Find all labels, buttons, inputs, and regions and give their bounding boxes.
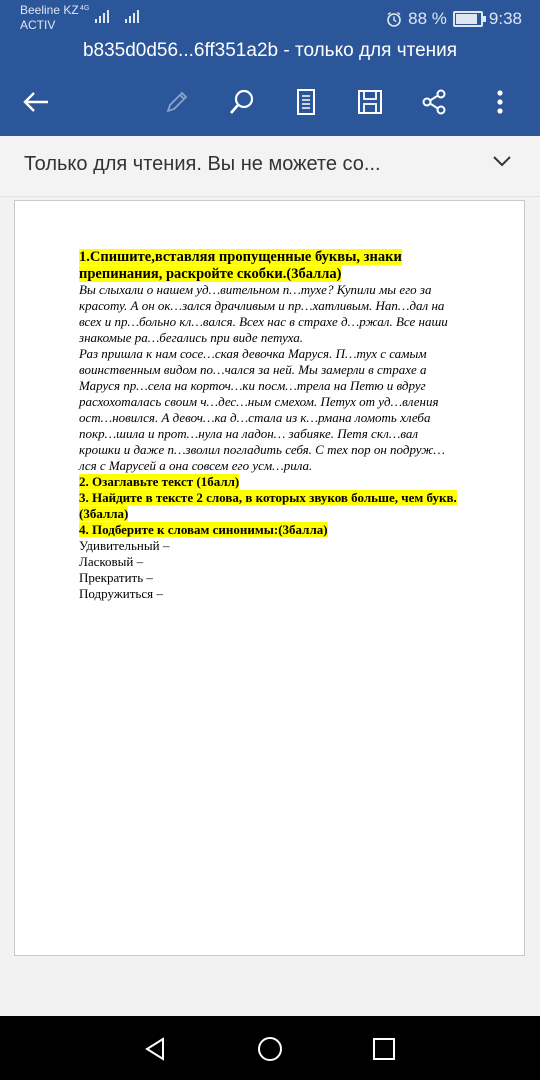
document-content xyxy=(79,249,459,602)
search-icon[interactable] xyxy=(222,82,262,122)
text-paragraph-1: Вы слыхали о нашем уд…вительном п…тухе? Купили мы его за красоту. А он ок…зался драчливым и пр…хатливым. Нап…дал на всех и пр…больно кл…вался. Всех нас в страхе д…ржал. Все наши знакомые ра…бегались при виде петуха. xyxy=(79,282,448,345)
battery-icon xyxy=(453,11,483,27)
signal-icon-2 xyxy=(125,10,139,23)
toolbar xyxy=(0,82,540,122)
home-circle-icon[interactable] xyxy=(253,1032,287,1066)
task2: 2. Озаглавьте текст (1балл) xyxy=(79,474,240,489)
carrier-info xyxy=(20,3,79,33)
banner-text: Только для чтения. Вы не можете со... xyxy=(24,153,381,175)
more-icon[interactable] xyxy=(480,82,520,122)
save-icon[interactable] xyxy=(350,82,390,122)
task4: 4. Подберите к словам синонимы:(3балла) xyxy=(79,522,328,537)
recents-square-icon[interactable] xyxy=(367,1032,401,1066)
document-title: b835d0d56...6ff351a2b - только для чтения xyxy=(82,40,458,61)
document-page[interactable] xyxy=(14,200,525,956)
alarm-icon xyxy=(386,11,402,27)
back-arrow-icon[interactable] xyxy=(16,82,56,122)
app-header xyxy=(0,38,540,136)
status-bar xyxy=(0,0,540,38)
battery-percent: 88 % xyxy=(408,9,447,28)
network-type: 4G xyxy=(80,5,90,12)
task3: 3. Найдите в тексте 2 слова, в которых звуков больше, чем букв.(3балла) xyxy=(79,490,457,521)
navigation-bar xyxy=(0,1016,540,1080)
status-right xyxy=(386,9,522,29)
reading-view-icon[interactable] xyxy=(286,82,326,122)
read-only-banner[interactable] xyxy=(0,136,540,197)
synonym-word: Удивительный – xyxy=(79,538,170,553)
synonym-word: Прекратить – xyxy=(79,570,153,585)
clock: 9:38 xyxy=(488,9,522,28)
pencil-icon[interactable] xyxy=(157,82,197,122)
synonym-word: Ласковый – xyxy=(79,554,144,569)
share-icon[interactable] xyxy=(414,82,454,122)
carrier-name: Beeline KZ xyxy=(20,3,79,17)
synonym-word: Подружиться – xyxy=(79,586,163,601)
signal-icon xyxy=(95,10,109,23)
carrier-secondary: ACTIV xyxy=(20,18,56,32)
text-paragraph-2: Раз пришла к нам сосе…ская девочка Маруся. П…тух с самым воинственным видом по…чался за ней. Мы замерли в страхе а Маруся пр…села на корточ…ки посм…трела на Петю и вдруг расхохоталась своим ч…дес…ным смехом. Петух от уд…вления ост…новился. А девоч…ка д…стала из к…рмана ломоть хлеба покр…шила и прот…нула на ладон… забияке. Петя скл…вал крошки и даже п…зволил погладить себя. С тех пор он подруж…лся с Марусей а она совсем его усм…рила. xyxy=(79,346,445,473)
task1-heading: 1.Спишите,вставляя пропущенные буквы, знаки препинания, раскройте скобки.(3балла) xyxy=(79,249,402,282)
back-triangle-icon[interactable] xyxy=(138,1032,172,1066)
chevron-down-icon[interactable] xyxy=(492,154,512,173)
